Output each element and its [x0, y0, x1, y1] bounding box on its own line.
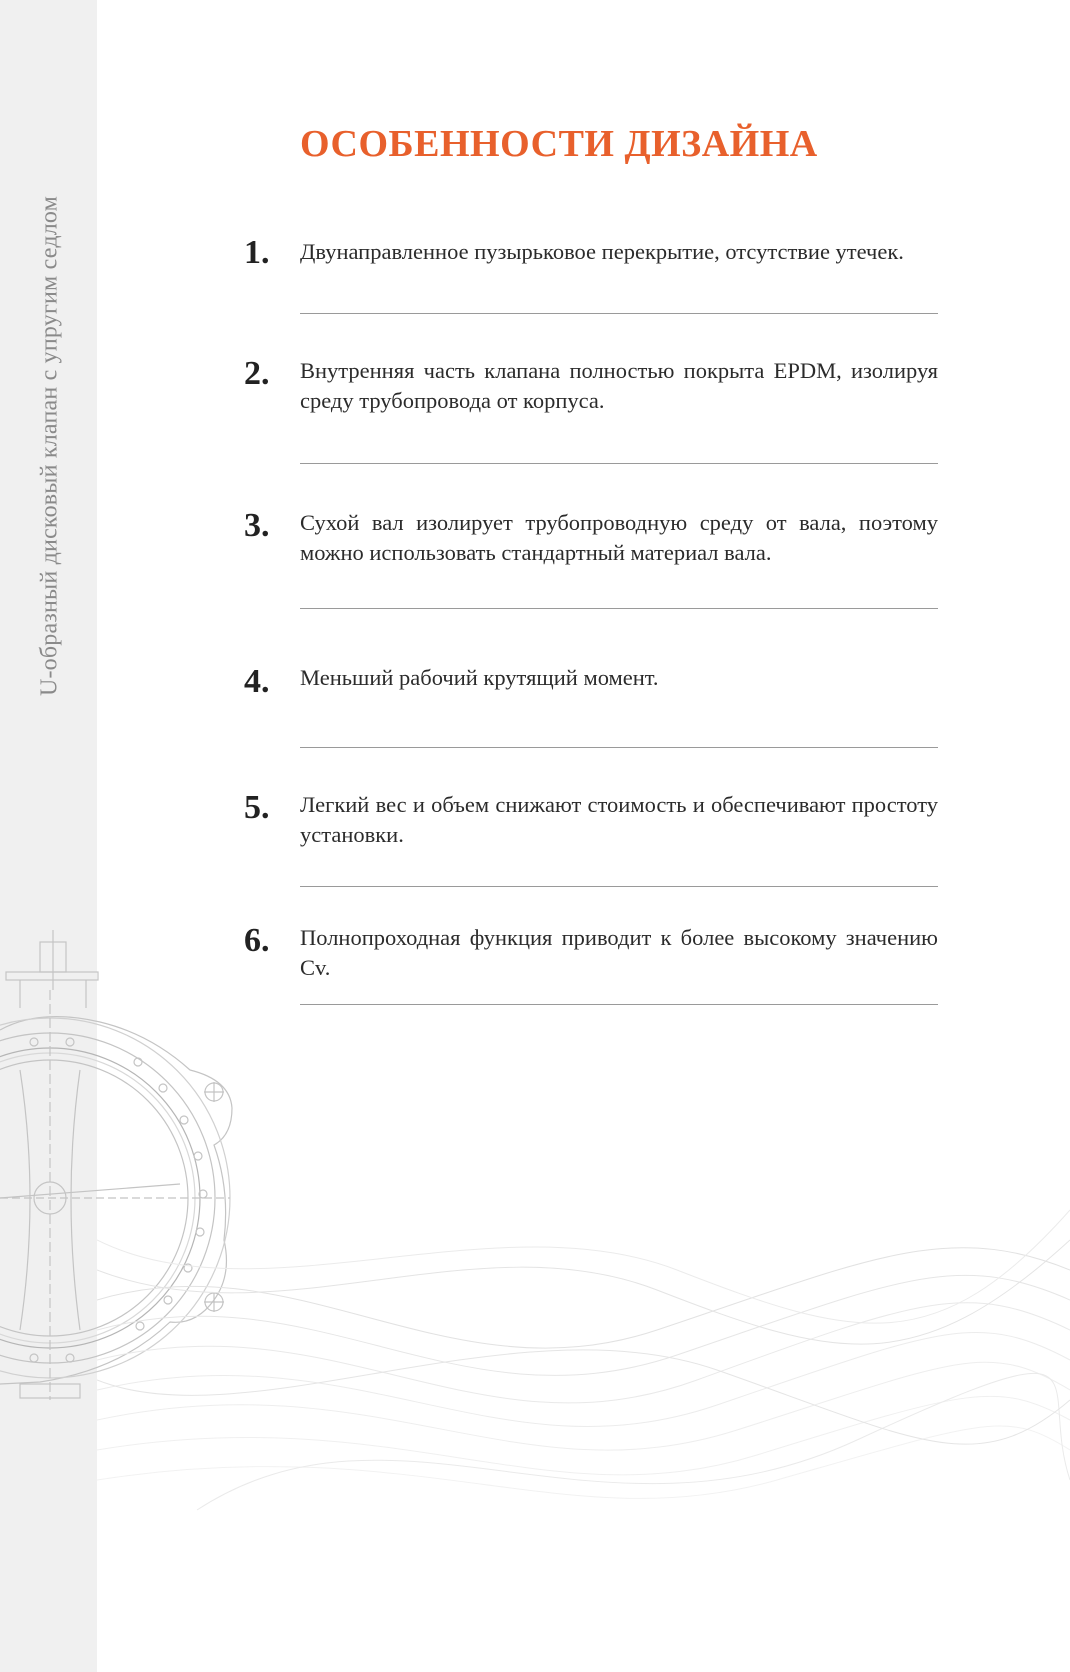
- decorative-waves: [97, 1180, 1070, 1560]
- divider: [300, 886, 938, 887]
- feature-number: 5.: [244, 789, 270, 826]
- feature-text: Легкий вес и объем снижают стоимость и обеспечивают простоту установки.: [300, 792, 938, 847]
- feature-number: 4.: [244, 663, 270, 700]
- feature-number: 6.: [244, 922, 270, 959]
- divider: [300, 608, 938, 609]
- sidebar-title: U-образный дисковый клапан с упругим седлом: [36, 195, 63, 697]
- sidebar: [0, 0, 97, 1672]
- divider: [300, 313, 938, 314]
- page-title: ОСОБЕННОСТИ ДИЗАЙНА: [300, 123, 818, 165]
- feature-text: Внутренняя часть клапана полностью покрыта EPDM, изолируя среду трубопровода от корпуса.: [300, 358, 938, 413]
- divider: [300, 1004, 938, 1005]
- feature-text: Полнопроходная функция приводит к более высокому значению Cv.: [300, 925, 938, 980]
- feature-text: Меньший рабочий крутящий момент.: [300, 665, 659, 690]
- feature-number: 1.: [244, 234, 270, 271]
- feature-number: 2.: [244, 355, 270, 392]
- feature-text: Сухой вал изолирует трубопроводную среду от вала, поэтому можно использовать стандартный материал вала.: [300, 510, 938, 565]
- feature-text: Двунаправленное пузырьковое перекрытие, отсутствие утечек.: [300, 239, 904, 264]
- divider: [300, 463, 938, 464]
- divider: [300, 747, 938, 748]
- feature-number: 3.: [244, 507, 270, 544]
